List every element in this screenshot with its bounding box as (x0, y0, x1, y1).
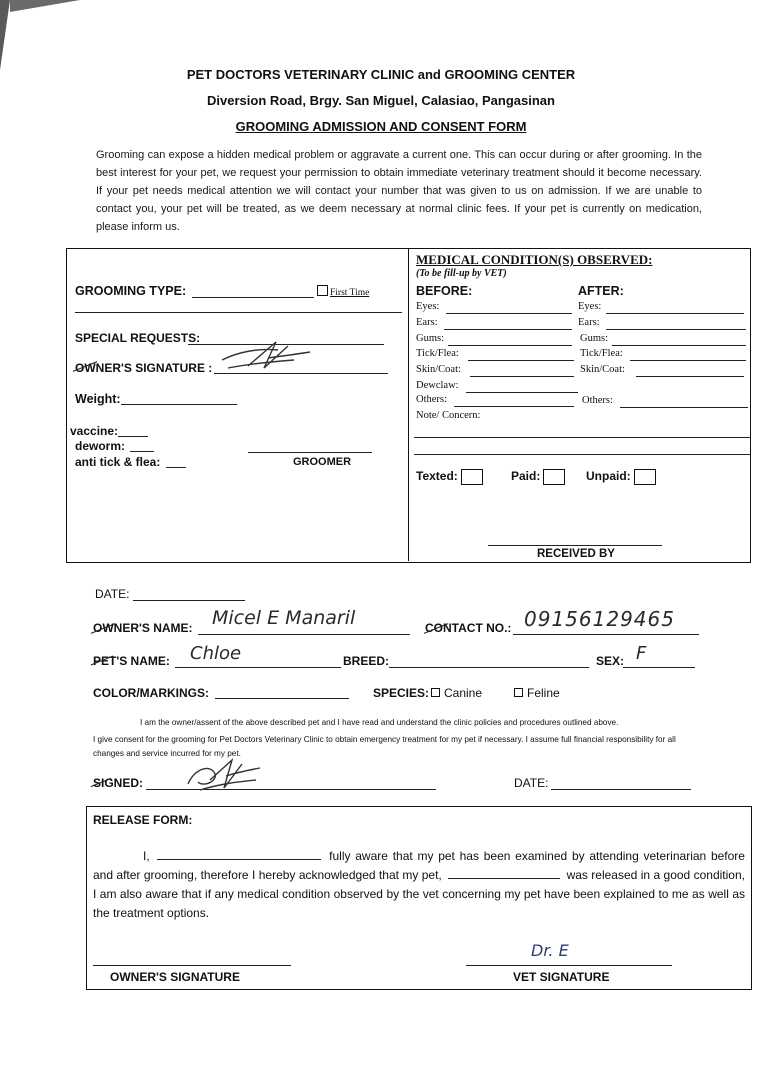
breed-field[interactable] (389, 667, 589, 668)
date-label: DATE: (95, 587, 130, 601)
owner-signature-scribble (218, 338, 314, 374)
sex-field[interactable] (623, 667, 695, 668)
contact-label: CONTACT NO.: (425, 621, 512, 635)
after-skin-label: Skin/Coat: (580, 364, 625, 375)
vet-subtitle: (To be fill-up by VET) (416, 268, 507, 279)
before-skin-field[interactable] (470, 376, 574, 377)
feline-label: Feline (527, 686, 560, 700)
date-field[interactable] (133, 600, 245, 601)
owner-signature-label: OWNER'S SIGNATURE : (75, 361, 213, 375)
before-others-field[interactable] (454, 406, 574, 407)
before-gums-field[interactable] (448, 345, 572, 346)
sex-value[interactable]: F (636, 643, 647, 664)
before-others-label: Others: (416, 394, 447, 405)
texted-option[interactable] (416, 469, 483, 485)
paid-option[interactable] (511, 469, 565, 485)
scan-corner-left (0, 0, 10, 70)
release-text-2: was released in a good condition, I am also aware that if any medical condition observed by the vet concerning my pet have been explained to me as well as the treatment options. (93, 868, 745, 920)
first-time-checkbox[interactable] (317, 285, 328, 296)
groomer-label: GROOMER (293, 456, 352, 468)
consent-text-1: I am the owner/assent of the above described pet and I have read and understand the clinic policies and procedures outlined above. (140, 718, 619, 727)
dewclaw-field[interactable] (466, 392, 578, 393)
before-eyes-label: Eyes: (416, 301, 440, 312)
contact-value[interactable]: 09156129465 (524, 607, 675, 631)
grooming-type-label: GROOMING TYPE: (75, 284, 187, 298)
before-eyes-field[interactable] (446, 313, 572, 314)
grooming-type-second-line[interactable] (75, 312, 402, 313)
after-label: AFTER: (578, 284, 624, 298)
panel-divider (408, 248, 409, 561)
feline-checkbox[interactable] (514, 688, 523, 697)
after-others-field[interactable] (620, 407, 748, 408)
owner-name-value[interactable]: Micel E Manaril (212, 607, 356, 629)
after-ears-field[interactable] (606, 329, 746, 330)
release-owner-signature-line[interactable] (93, 965, 291, 966)
grooming-type-field[interactable] (192, 297, 314, 298)
anti-tick-label: anti tick & flea: (75, 455, 161, 469)
texted-checkbox[interactable] (461, 469, 483, 485)
clinic-address: Diversion Road, Brgy. San Miguel, Calasiao, Pangasinan (207, 93, 555, 108)
after-others-label: Others: (582, 395, 613, 406)
release-paragraph (93, 847, 745, 923)
release-pet-field[interactable] (448, 866, 560, 879)
before-tick-label: Tick/Flea: (416, 348, 459, 359)
unpaid-checkbox[interactable] (634, 469, 656, 485)
paid-label: Paid: (511, 469, 541, 484)
consent-date-label: DATE: (514, 776, 549, 790)
species-feline-option[interactable] (514, 686, 560, 700)
signed-signature-scribble (180, 754, 264, 794)
before-skin-label: Skin/Coat: (416, 364, 461, 375)
breed-label: BREED: (343, 654, 390, 668)
note-line-2[interactable] (414, 454, 750, 455)
before-gums-label: Gums: (416, 333, 445, 344)
vet-signature-line[interactable] (466, 965, 672, 966)
weight-field[interactable] (121, 404, 237, 405)
release-i: I, (143, 849, 150, 863)
received-by-label: RECEIVED BY (537, 548, 615, 560)
canine-checkbox[interactable] (431, 688, 440, 697)
after-tick-field[interactable] (630, 360, 746, 361)
canine-label: Canine (444, 686, 483, 700)
species-label: SPECIES: (373, 686, 430, 700)
deworm-label: deworm: (75, 439, 126, 453)
consent-text-2: I give consent for the grooming for Pet Doctors Veterinary Clinic to obtain emergency treatment for my pet if necessary. I assume full financial responsibility for all changes and service incurred for my pet. (93, 735, 676, 758)
after-tick-label: Tick/Flea: (580, 348, 623, 359)
scan-corner-top (10, 0, 80, 12)
first-time-label: First Time (330, 288, 370, 298)
note-line-1[interactable] (414, 437, 750, 438)
vaccine-label: vaccine: (70, 424, 119, 438)
intro-paragraph: Grooming can expose a hidden medical problem or aggravate a current one. This can occur during or after grooming. In the best interest for your pet, we request your permission to obtain immediate veterinary treatment should it become necessary. If your pet needs medical attention we will contact your number that was given to us on admission. If we are unable to contact you, your pet will be treated, as we deem necessary at normal clinic fees. If your pet is currently on medication, please inform us. (96, 149, 702, 233)
before-label: BEFORE: (416, 284, 473, 298)
unpaid-label: Unpaid: (586, 469, 631, 484)
weight-label: Weight: (75, 392, 121, 406)
color-markings-field[interactable] (215, 698, 349, 699)
after-gums-label: Gums: (580, 333, 609, 344)
anti-tick-field[interactable] (166, 467, 186, 468)
paid-checkbox[interactable] (543, 469, 565, 485)
received-by-line[interactable] (488, 545, 662, 546)
contact-field[interactable] (513, 634, 699, 635)
vaccine-field[interactable] (118, 436, 148, 437)
color-markings-label: COLOR/MARKINGS: (93, 686, 209, 700)
before-ears-field[interactable] (444, 329, 572, 330)
vet-signed-initials[interactable]: Dr. E (531, 941, 569, 960)
pet-name-label: PET'S NAME: (93, 654, 170, 668)
vet-signature-label: VET SIGNATURE (513, 970, 610, 984)
unpaid-option[interactable] (586, 469, 656, 485)
after-skin-field[interactable] (636, 376, 744, 377)
before-ears-label: Ears: (416, 317, 438, 328)
consent-date-field[interactable] (551, 789, 691, 790)
pet-name-field[interactable] (175, 667, 341, 668)
note-concern-label: Note/ Concern: (416, 410, 481, 421)
after-gums-field[interactable] (612, 345, 746, 346)
dewclaw-label: Dewclaw: (416, 380, 459, 391)
release-text-1: fully aware that my pet has been examined by attending veterinarian before and after grooming, therefore I hereby acknowledged that my pet, (93, 849, 745, 882)
deworm-field[interactable] (130, 451, 154, 452)
texted-label: Texted: (416, 469, 458, 484)
sex-label: SEX: (596, 654, 625, 668)
clinic-name: PET DOCTORS VETERINARY CLINIC and GROOMING CENTER (186, 67, 576, 82)
after-eyes-field[interactable] (606, 313, 744, 314)
medical-condition-title: MEDICAL CONDITION(S) OBSERVED: (416, 252, 653, 267)
special-requests-label: SPECIAL REQUESTS: (75, 331, 201, 345)
species-canine-option[interactable] (431, 686, 482, 700)
after-eyes-label: Eyes: (578, 301, 602, 312)
groomer-signature-line[interactable] (248, 452, 372, 453)
release-owner-signature-label: OWNER'S SIGNATURE (110, 970, 240, 984)
release-form-title: RELEASE FORM: (93, 813, 193, 827)
release-name-field[interactable] (157, 847, 321, 860)
form-title: GROOMING ADMISSION AND CONSENT FORM (235, 119, 527, 134)
pet-name-value[interactable]: Chloe (190, 643, 242, 664)
before-tick-field[interactable] (468, 360, 574, 361)
first-time-option[interactable] (317, 285, 369, 298)
signed-label: SIGNED: (93, 776, 144, 790)
owner-name-field[interactable] (198, 634, 410, 635)
after-ears-label: Ears: (578, 317, 600, 328)
owner-name-label: OWNER'S NAME: (93, 621, 193, 635)
